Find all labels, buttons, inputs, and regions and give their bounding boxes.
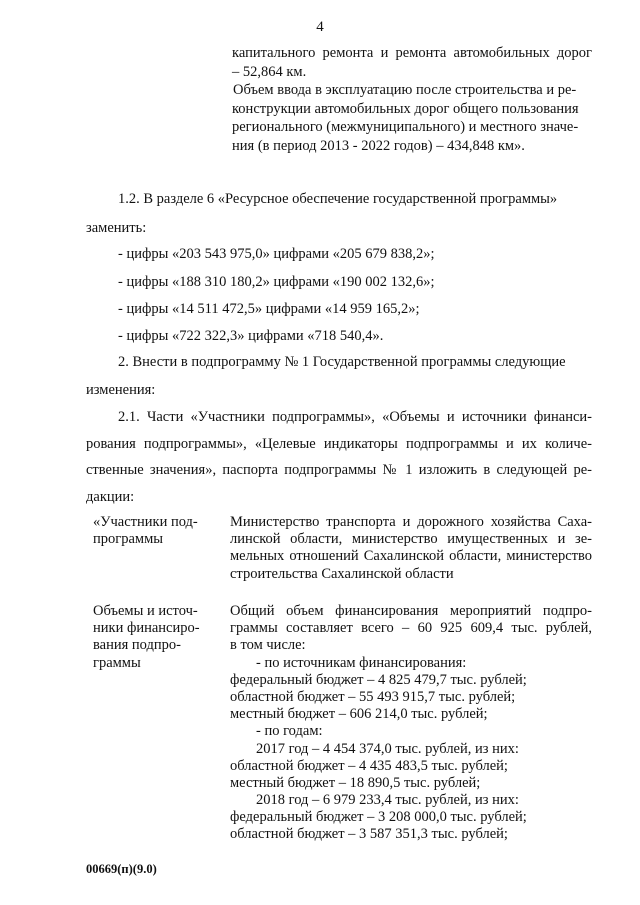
value-line: 2018 год – 6 979 233,4 тыс. рублей, из них: [256, 792, 519, 809]
section-2-line-1: 2. Внести в подпрограмму № 1 Государственной программы следующие [118, 354, 566, 370]
label-line: программы [93, 531, 163, 548]
section-1-2-line-2: заменить: [86, 220, 147, 236]
value-line: областной бюджет – 3 587 351,3 тыс. рублей; [230, 826, 508, 843]
table-row-participants-label [93, 514, 221, 548]
top-text-block [232, 44, 592, 156]
section-2-1-line-2: рования подпрограммы», «Целевые индикаторы подпрограммы и их количе- [86, 436, 592, 452]
table-row-funding-value [230, 603, 592, 844]
top-line: конструкции автомобильных дорог общего пользования [232, 100, 579, 117]
value-line: граммы составляет всего – 60 925 609,4 тыс. рублей, [230, 620, 592, 637]
replacement-item: - цифры «722 322,3» цифрами «718 540,4». [118, 328, 384, 344]
label-line: вания подпро- [93, 637, 181, 654]
value-line: федеральный бюджет – 4 825 479,7 тыс. рублей; [230, 671, 527, 688]
value-line: областной бюджет – 55 493 915,7 тыс. рублей; [230, 688, 516, 705]
top-line: ния (в период 2013 - 2022 годов) – 434,848 км». [232, 137, 525, 154]
value-line: строительства Сахалинской области [230, 565, 454, 582]
section-2-1-line-1: 2.1. Части «Участники подпрограммы», «Объемы и источники финанси- [118, 409, 592, 425]
section-2-line-2: изменения: [86, 382, 156, 398]
replacement-item: - цифры «14 511 472,5» цифрами «14 959 165,2»; [118, 301, 420, 317]
label-line: граммы [93, 654, 141, 671]
top-line: Объем ввода в эксплуатацию после строительства и ре- [233, 82, 577, 99]
section-1-2-line-1: 1.2. В разделе 6 «Ресурсное обеспечение государственной программы» [118, 191, 558, 207]
section-2-1-line-3: ственные значения», паспорта подпрограммы № 1 изложить в следующей ре- [86, 462, 592, 478]
top-line: регионального (межмуниципального) и местного значе- [232, 119, 579, 136]
value-line: областной бюджет – 4 435 483,5 тыс. рублей; [230, 757, 508, 774]
value-line: федеральный бюджет – 3 208 000,0 тыс. рублей; [230, 809, 527, 826]
page-number: 4 [316, 19, 324, 35]
value-line: Министерство транспорта и дорожного хозяйства Саха- [230, 514, 592, 530]
table-row-funding-label [93, 603, 221, 672]
replacement-item: - цифры «188 310 180,2» цифрами «190 002 132,6»; [118, 274, 435, 290]
top-line: – 52,864 км. [232, 63, 307, 80]
value-line: линской области, министерство имущественных и зе- [230, 531, 592, 548]
value-line: Общий объем финансирования мероприятий подпро- [230, 603, 592, 619]
section-2-1-line-4: дакции: [86, 489, 135, 505]
document-code: 00669(п)(9.0) [86, 862, 157, 876]
value-line: местный бюджет – 18 890,5 тыс. рублей; [230, 774, 481, 791]
value-line: местный бюджет – 606 214,0 тыс. рублей; [230, 706, 488, 723]
value-line: мельных отношений Сахалинской области, министерство [230, 548, 592, 565]
label-line: Объемы и источ- [93, 603, 198, 619]
label-line: «Участники под- [93, 514, 198, 530]
value-line: - по годам: [256, 723, 323, 740]
value-line: 2017 год – 4 454 374,0 тыс. рублей, из них: [256, 740, 519, 757]
top-line: капитального ремонта и ремонта автомобильных дорог [232, 45, 592, 61]
table-row-participants-value [230, 514, 592, 583]
label-line: ники финансиро- [93, 620, 200, 637]
value-line: - по источникам финансирования: [256, 654, 467, 671]
value-line: в том числе: [230, 637, 306, 654]
replacement-item: - цифры «203 543 975,0» цифрами «205 679 838,2»; [118, 246, 435, 262]
